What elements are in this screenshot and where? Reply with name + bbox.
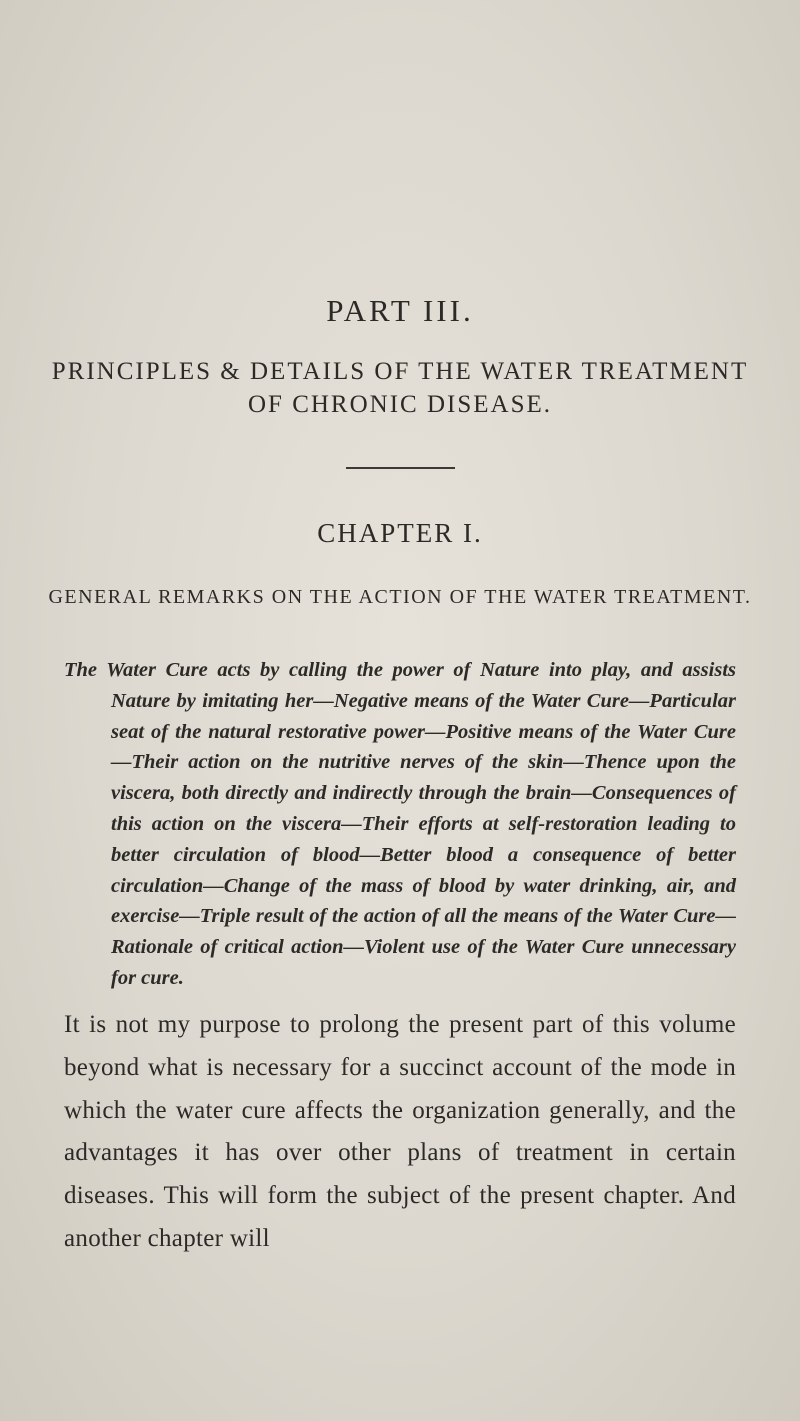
section-divider xyxy=(346,467,455,469)
synopsis-text: The Water Cure acts by calling the power of Nature into play, and assists Nature by imitating her—Negative means of the Water Cure—Particular seat of the natural restorative power—Positive means of the Water Cure—Their action on the nutritive nerves of the skin—Thence upon the viscera, both directly and indirectly through the brain—Consequences of this action on the viscera—Their efforts at self-restoration leading to better circulation of blood—Better blood a consequence of better circulation—Change of the mass of blood by water drinking, air, and exercise—Triple result of the action of all the means of the Water Cure—Rationale of critical action—Violent use of the Water Cure unnecessary for cure. xyxy=(64,659,736,989)
chapter-synopsis xyxy=(64,655,736,994)
body-text xyxy=(64,1004,736,1261)
chapter-heading: CHAPTER I. xyxy=(317,518,483,548)
part-heading: PART III. xyxy=(326,293,474,328)
work-title: PRINCIPLES & DETAILS OF THE WATER TREATMENT OF CHRONIC DISEASE. xyxy=(51,358,749,418)
body-paragraph: It is not my purpose to prolong the present part of this volume beyond what is necessary for a succinct account of the mode in which the water cure affects the organization generally, and the advantages it has over other plans of treatment in certain diseases. This will form the subject of the present chapter. And another chapter will xyxy=(64,1011,736,1252)
chapter-title: GENERAL REMARKS ON THE ACTION OF THE WATER TREATMENT. xyxy=(48,586,752,608)
